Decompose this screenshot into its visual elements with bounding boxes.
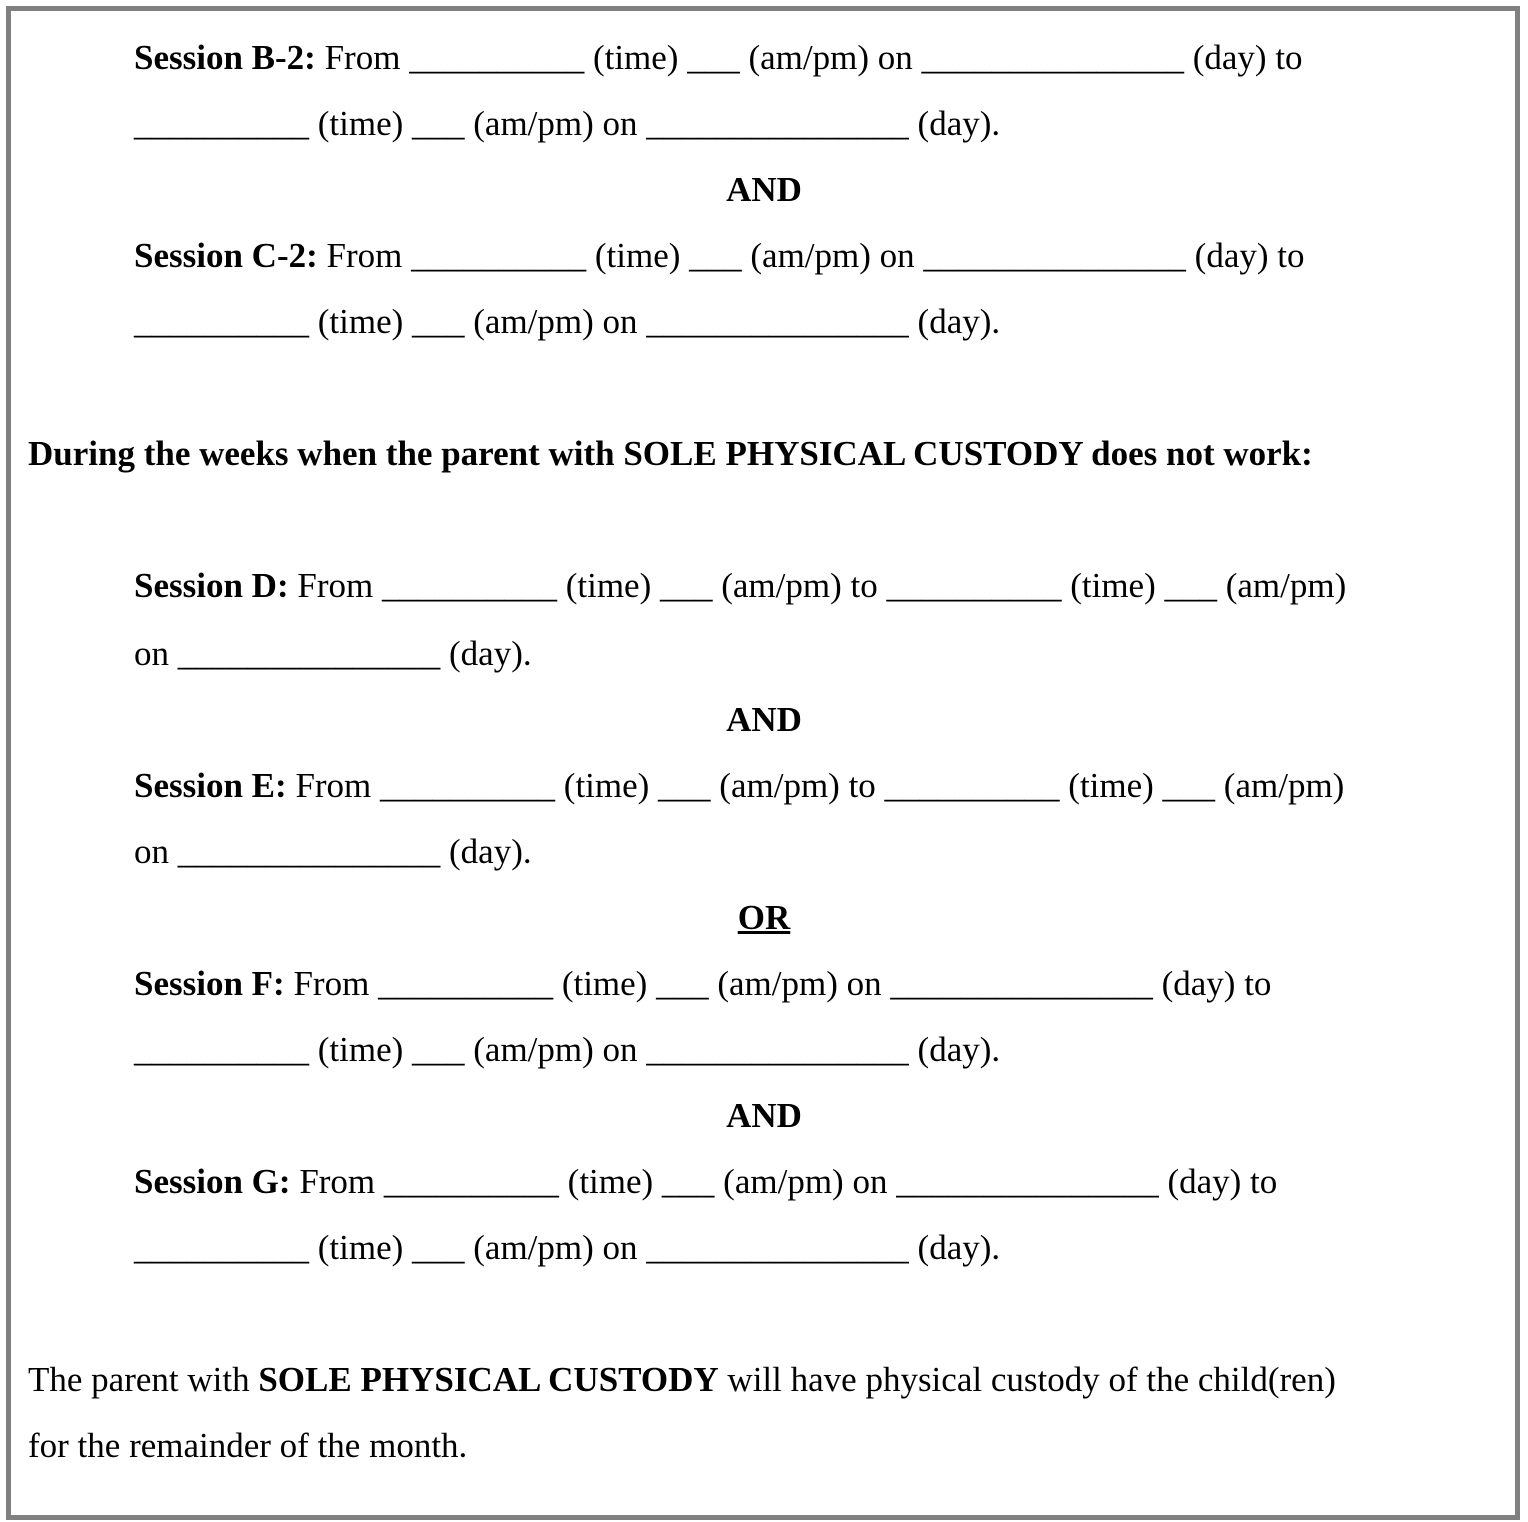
- session-f-line-2: __________ (time) ___ (am/pm) on _______________ (day).: [134, 1030, 1001, 1069]
- session-f-text: From __________ (time) ___ (am/pm) on _______________ (day) to: [284, 964, 1272, 1003]
- and-connector-1: AND: [726, 170, 802, 209]
- and-connector-2: AND: [726, 700, 802, 739]
- session-g-line-2: __________ (time) ___ (am/pm) on _______________ (day).: [134, 1228, 1001, 1267]
- session-b2-label: Session B-2:: [134, 38, 316, 77]
- session-c2-label: Session C-2:: [134, 236, 318, 275]
- session-f-label: Session F:: [134, 964, 285, 1003]
- or-connector: OR: [737, 898, 791, 937]
- non-working-weeks-heading: During the weeks when the parent with SOLE PHYSICAL CUSTODY does not work:: [28, 434, 1313, 473]
- closing-paragraph-line-2: for the remainder of the month.: [28, 1426, 468, 1465]
- session-g-label: Session G:: [134, 1162, 291, 1201]
- session-g-text: From __________ (time) ___ (am/pm) on _______________ (day) to: [290, 1162, 1278, 1201]
- session-e-line-1: [134, 766, 1344, 806]
- session-e-label: Session E:: [134, 766, 287, 805]
- and-connector-3: AND: [726, 1096, 802, 1135]
- session-c2-line-2: __________ (time) ___ (am/pm) on _______________ (day).: [134, 302, 1001, 341]
- session-d-label: Session D:: [134, 566, 289, 605]
- session-g-line-1: [134, 1162, 1277, 1202]
- session-d-text: From __________ (time) ___ (am/pm) to __________ (time) ___ (am/pm): [288, 566, 1347, 605]
- session-e-text: From __________ (time) ___ (am/pm) to __________ (time) ___ (am/pm): [286, 766, 1345, 805]
- session-e-line-2: on _______________ (day).: [134, 832, 532, 871]
- session-c2-line-1: [134, 236, 1304, 276]
- session-c2-text: From __________ (time) ___ (am/pm) on _______________ (day) to: [317, 236, 1305, 275]
- session-b2-line-2: __________ (time) ___ (am/pm) on _______________ (day).: [134, 104, 1001, 143]
- session-d-line-2: on _______________ (day).: [134, 634, 532, 673]
- session-b2-line-1: [134, 38, 1303, 78]
- session-f-line-1: [134, 964, 1271, 1004]
- closing-paragraph-line-1: The parent with SOLE PHYSICAL CUSTODY will have physical custody of the child(ren): [28, 1360, 1336, 1399]
- session-b2-text: From __________ (time) ___ (am/pm) on _______________ (day) to: [315, 38, 1303, 77]
- session-d-line-1: [134, 566, 1346, 606]
